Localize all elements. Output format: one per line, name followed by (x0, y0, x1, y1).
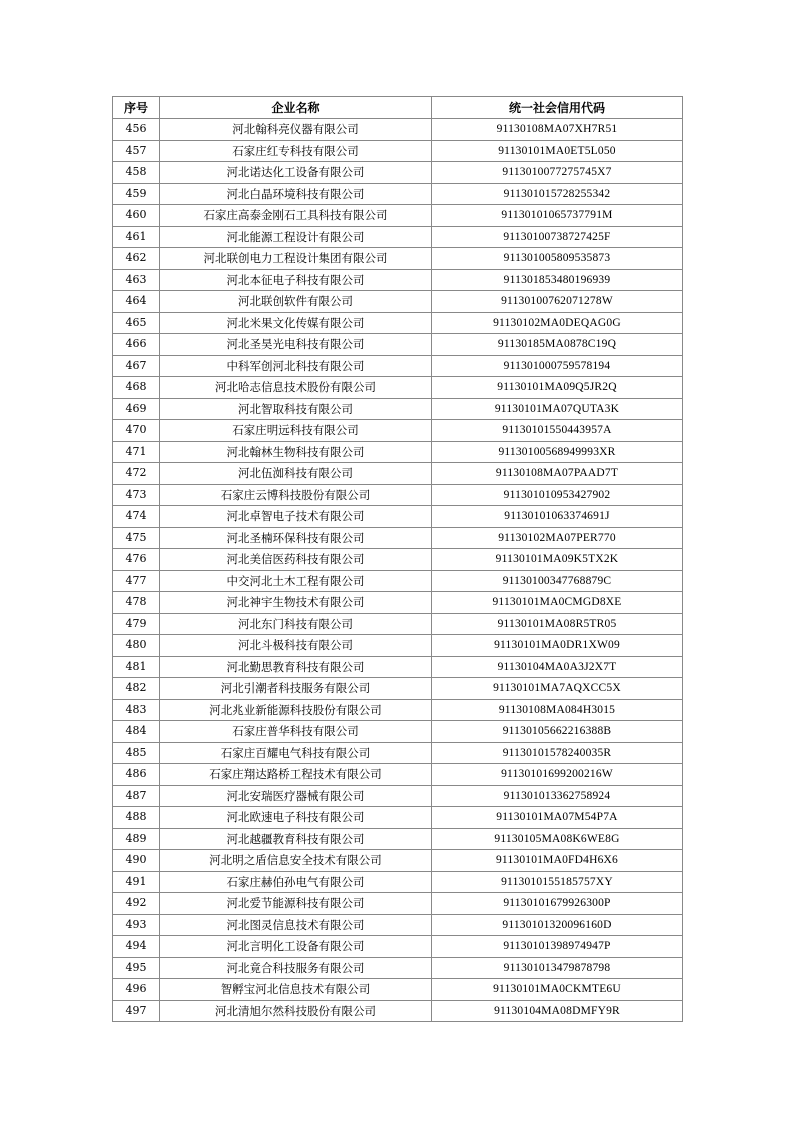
table-row (113, 269, 683, 291)
row-index: 490 (113, 850, 160, 872)
credit-code: 91130108MA084H3015 (432, 699, 683, 721)
table-row (113, 205, 683, 227)
company-name: 河北白晶环境科技有限公司 (160, 183, 432, 205)
row-index: 461 (113, 226, 160, 248)
company-name: 河北竟合科技服务有限公司 (160, 957, 432, 979)
row-index: 467 (113, 355, 160, 377)
table-row (113, 463, 683, 485)
row-index: 484 (113, 721, 160, 743)
table-row (113, 979, 683, 1001)
table-row (113, 936, 683, 958)
company-name: 河北米果文化传媒有限公司 (160, 312, 432, 334)
company-name: 河北本征电子科技有限公司 (160, 269, 432, 291)
company-name: 河北爱节能源科技有限公司 (160, 893, 432, 915)
credit-code: 91130101MA0FD4H6X6 (432, 850, 683, 872)
credit-code: 91130101MA09K5TX2K (432, 549, 683, 571)
credit-code: 9113010077275745X7 (432, 162, 683, 184)
row-index: 495 (113, 957, 160, 979)
row-index: 477 (113, 570, 160, 592)
credit-code: 91130100568949993XR (432, 441, 683, 463)
table-row (113, 226, 683, 248)
company-name: 河北神宇生物技术有限公司 (160, 592, 432, 614)
table-row (113, 613, 683, 635)
company-name: 中交河北土木工程有限公司 (160, 570, 432, 592)
company-name: 石家庄赫伯孙电气有限公司 (160, 871, 432, 893)
credit-code: 911301015728255342 (432, 183, 683, 205)
row-index: 481 (113, 656, 160, 678)
row-index: 464 (113, 291, 160, 313)
table-row (113, 699, 683, 721)
table-row (113, 678, 683, 700)
row-index: 497 (113, 1000, 160, 1022)
company-name: 石家庄红专科技有限公司 (160, 140, 432, 162)
company-name: 河北引潮者科技服务有限公司 (160, 678, 432, 700)
company-name: 河北联创电力工程设计集团有限公司 (160, 248, 432, 270)
table-row (113, 549, 683, 571)
company-name: 河北翰林生物科技有限公司 (160, 441, 432, 463)
credit-code: 91130102MA07PER770 (432, 527, 683, 549)
credit-code: 91130101063374691J (432, 506, 683, 528)
row-index: 472 (113, 463, 160, 485)
table-row (113, 828, 683, 850)
credit-code: 91130101578240035R (432, 742, 683, 764)
company-name: 河北诺达化工设备有限公司 (160, 162, 432, 184)
table-row (113, 484, 683, 506)
table-row (113, 291, 683, 313)
credit-code: 911301010953427902 (432, 484, 683, 506)
row-index: 468 (113, 377, 160, 399)
credit-code: 91130101065737791M (432, 205, 683, 227)
row-index: 474 (113, 506, 160, 528)
credit-code: 91130101MA0CMGD8XE (432, 592, 683, 614)
table-row (113, 807, 683, 829)
row-index: 465 (113, 312, 160, 334)
table-row (113, 914, 683, 936)
credit-code: 91130101MA0CKMTE6U (432, 979, 683, 1001)
table-row (113, 656, 683, 678)
credit-code: 91130101MA07M54P7A (432, 807, 683, 829)
company-name: 河北欧速电子科技有限公司 (160, 807, 432, 829)
row-index: 478 (113, 592, 160, 614)
company-name: 河北联创软件有限公司 (160, 291, 432, 313)
credit-code: 91130101679926300P (432, 893, 683, 915)
table-row (113, 570, 683, 592)
credit-code: 91130100738727425F (432, 226, 683, 248)
row-index: 486 (113, 764, 160, 786)
table-row (113, 377, 683, 399)
company-name: 石家庄高泰金刚石工具科技有限公司 (160, 205, 432, 227)
row-index: 494 (113, 936, 160, 958)
row-index: 480 (113, 635, 160, 657)
row-index: 475 (113, 527, 160, 549)
row-index: 479 (113, 613, 160, 635)
row-index: 460 (113, 205, 160, 227)
credit-code: 911301853480196939 (432, 269, 683, 291)
company-name: 河北清旭尔然科技股份有限公司 (160, 1000, 432, 1022)
header-credit-code: 统一社会信用代码 (432, 97, 683, 119)
row-index: 485 (113, 742, 160, 764)
enterprise-table (112, 96, 683, 1022)
company-name: 河北能源工程设计有限公司 (160, 226, 432, 248)
table-row (113, 592, 683, 614)
row-index: 456 (113, 119, 160, 141)
row-index: 463 (113, 269, 160, 291)
company-name: 河北东门科技有限公司 (160, 613, 432, 635)
company-name: 中科军创河北科技有限公司 (160, 355, 432, 377)
credit-code: 91130185MA0878C19Q (432, 334, 683, 356)
company-name: 河北勤思教育科技有限公司 (160, 656, 432, 678)
credit-code: 91130101398974947P (432, 936, 683, 958)
row-index: 488 (113, 807, 160, 829)
row-index: 491 (113, 871, 160, 893)
table-header-row (113, 97, 683, 119)
credit-code: 91130108MA07XH7R51 (432, 119, 683, 141)
row-index: 483 (113, 699, 160, 721)
credit-code: 91130105662216388B (432, 721, 683, 743)
company-name: 河北圣昊光电科技有限公司 (160, 334, 432, 356)
row-index: 492 (113, 893, 160, 915)
table-body (113, 119, 683, 1022)
row-index: 459 (113, 183, 160, 205)
company-name: 河北翰科亮仪器有限公司 (160, 119, 432, 141)
company-name: 智孵宝河北信息技术有限公司 (160, 979, 432, 1001)
table-row (113, 893, 683, 915)
table-row (113, 1000, 683, 1022)
credit-code: 9113010155185757XY (432, 871, 683, 893)
table-row (113, 742, 683, 764)
company-name: 河北明之盾信息安全技术有限公司 (160, 850, 432, 872)
row-index: 482 (113, 678, 160, 700)
company-name: 石家庄明远科技有限公司 (160, 420, 432, 442)
company-name: 石家庄翔达路桥工程技术有限公司 (160, 764, 432, 786)
credit-code: 91130101MA0ET5L050 (432, 140, 683, 162)
credit-code: 91130101MA08R5TR05 (432, 613, 683, 635)
table-row (113, 506, 683, 528)
credit-code: 91130101MA0DR1XW09 (432, 635, 683, 657)
table-row (113, 441, 683, 463)
table-row (113, 635, 683, 657)
company-name: 河北言明化工设备有限公司 (160, 936, 432, 958)
table-row (113, 957, 683, 979)
credit-code: 91130101550443957A (432, 420, 683, 442)
table-row (113, 140, 683, 162)
row-index: 473 (113, 484, 160, 506)
company-name: 石家庄百耀电气科技有限公司 (160, 742, 432, 764)
credit-code: 91130105MA08K6WE8G (432, 828, 683, 850)
row-index: 476 (113, 549, 160, 571)
row-index: 462 (113, 248, 160, 270)
table-row (113, 871, 683, 893)
row-index: 496 (113, 979, 160, 1001)
company-name: 河北斗极科技有限公司 (160, 635, 432, 657)
table-row (113, 527, 683, 549)
credit-code: 91130101MA7AQXCC5X (432, 678, 683, 700)
credit-code: 91130100347768879C (432, 570, 683, 592)
company-name: 河北安瑞医疗器械有限公司 (160, 785, 432, 807)
table-row (113, 398, 683, 420)
row-index: 458 (113, 162, 160, 184)
credit-code: 91130101MA07QUTA3K (432, 398, 683, 420)
row-index: 493 (113, 914, 160, 936)
row-index: 470 (113, 420, 160, 442)
credit-code: 91130102MA0DEQAG0G (432, 312, 683, 334)
row-index: 466 (113, 334, 160, 356)
row-index: 471 (113, 441, 160, 463)
table-row (113, 850, 683, 872)
company-name: 河北伍洳科技有限公司 (160, 463, 432, 485)
company-name: 河北圣楠环保科技有限公司 (160, 527, 432, 549)
credit-code: 91130101MA09Q5JR2Q (432, 377, 683, 399)
company-name: 河北卓智电子技术有限公司 (160, 506, 432, 528)
table-row (113, 162, 683, 184)
credit-code: 911301000759578194 (432, 355, 683, 377)
table-row (113, 312, 683, 334)
row-index: 489 (113, 828, 160, 850)
row-index: 487 (113, 785, 160, 807)
table-row (113, 764, 683, 786)
company-name: 河北美信医药科技有限公司 (160, 549, 432, 571)
company-name: 河北哈志信息技术股份有限公司 (160, 377, 432, 399)
table-row (113, 721, 683, 743)
credit-code: 911301013362758924 (432, 785, 683, 807)
table-row (113, 183, 683, 205)
company-name: 河北兆业新能源科技股份有限公司 (160, 699, 432, 721)
credit-code: 91130104MA08DMFY9R (432, 1000, 683, 1022)
table-row (113, 119, 683, 141)
table-row (113, 785, 683, 807)
company-name: 河北智取科技有限公司 (160, 398, 432, 420)
header-company-name: 企业名称 (160, 97, 432, 119)
company-name: 河北图灵信息技术有限公司 (160, 914, 432, 936)
table-row (113, 420, 683, 442)
credit-code: 911301013479878798 (432, 957, 683, 979)
header-index: 序号 (113, 97, 160, 119)
company-name: 河北越疆教育科技有限公司 (160, 828, 432, 850)
table-row (113, 334, 683, 356)
credit-code: 911301005809535873 (432, 248, 683, 270)
row-index: 457 (113, 140, 160, 162)
credit-code: 91130108MA07PAAD7T (432, 463, 683, 485)
table-row (113, 248, 683, 270)
credit-code: 91130100762071278W (432, 291, 683, 313)
table-row (113, 355, 683, 377)
row-index: 469 (113, 398, 160, 420)
credit-code: 91130101320096160D (432, 914, 683, 936)
company-name: 石家庄普华科技有限公司 (160, 721, 432, 743)
credit-code: 91130104MA0A3J2X7T (432, 656, 683, 678)
company-name: 石家庄云博科技股份有限公司 (160, 484, 432, 506)
credit-code: 91130101699200216W (432, 764, 683, 786)
